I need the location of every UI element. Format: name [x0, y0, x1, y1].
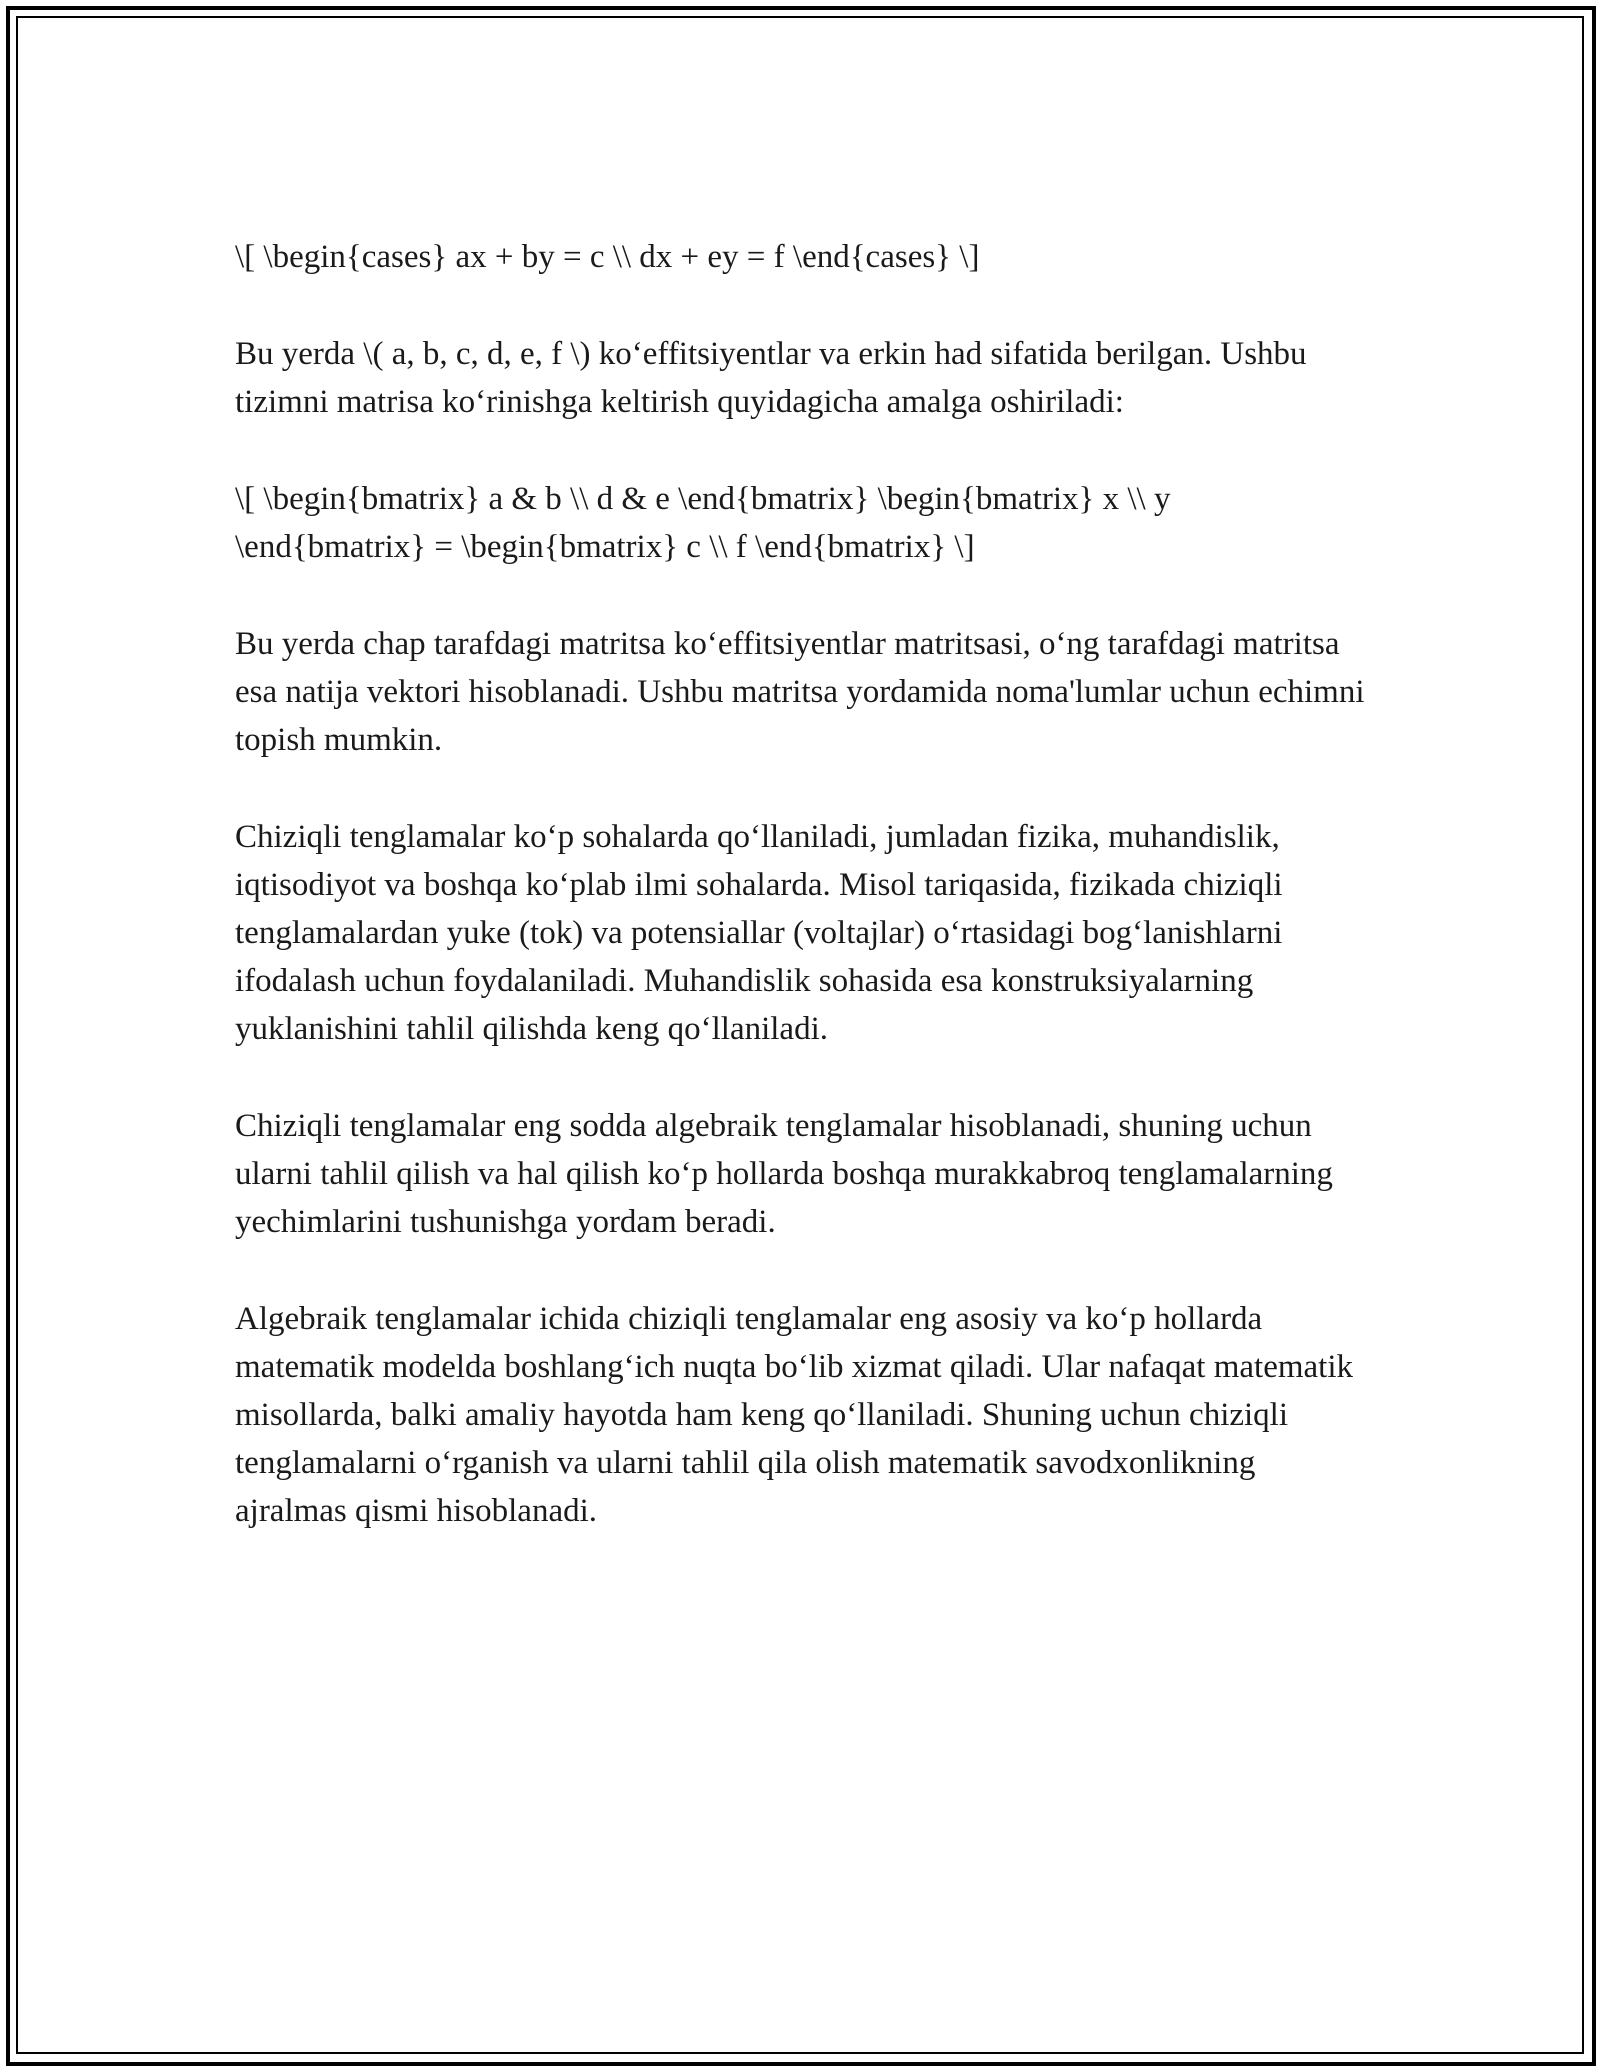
equation-system-latex: \[ \begin{cases} ax + by = c \\ dx + ey = f \end{cases} \] [235, 239, 980, 275]
document-body [235, 233, 1365, 1535]
equation-matrix-latex: \[ \begin{bmatrix} a & b \\ d & e \end{bmatrix} \begin{bmatrix} x \\ y \end{bmatrix} = \begin{bmatrix} c \\ f \end{bmatrix} \] [235, 481, 1171, 565]
paragraph-matrix-explanation: Bu yerda chap tarafdagi matritsa koʻeffitsiyentlar matritsasi, oʻng tarafdagi matritsa esa natija vektori hisoblanadi. Ushbu matritsa yordamida noma'lumlar uchun echimni topish mumkin. [235, 626, 1365, 758]
paragraph-conclusion: Algebraik tenglamalar ichida chiziqli tenglamalar eng asosiy va koʻp hollarda matematik modelda boshlangʻich nuqta boʻlib xizmat qiladi. Ular nafaqat matematik misollarda, balki amaliy hayotda ham keng qoʻllaniladi. Shuning uchun chiziqli tenglamalarni oʻrganish va ularni tahlil qila olish matematik savodxonlikning ajralmas qismi hisoblanadi. [235, 1301, 1353, 1529]
paragraph-applications: Chiziqli tenglamalar koʻp sohalarda qoʻllaniladi, jumladan fizika, muhandislik, iqtisodiyot va boshqa koʻplab ilmi sohalarda. Misol tariqasida, fizikada chiziqli tenglamalardan yuke (tok) va potensiallar (voltajlar) oʻrtasidagi bogʻlanishlarni ifodalash uchun foydalaniladi. Muhandislik sohasida esa konstruksiyalarning yuklanishini tahlil qilishda keng qoʻllaniladi. [235, 819, 1283, 1047]
paragraph-coefficients: Bu yerda \( a, b, c, d, e, f \) koʻeffitsiyentlar va erkin had sifatida berilgan. Ushbu tizimni matrisa koʻrinishga keltirish quyidagicha amalga oshiriladi: [235, 336, 1307, 420]
paragraph-simplicity: Chiziqli tenglamalar eng sodda algebraik tenglamalar hisoblanadi, shuning uchun ularni tahlil qilish va hal qilish koʻp hollarda boshqa murakkabroq tenglamalarning yechimlarini tushunishga yordam beradi. [235, 1108, 1333, 1240]
